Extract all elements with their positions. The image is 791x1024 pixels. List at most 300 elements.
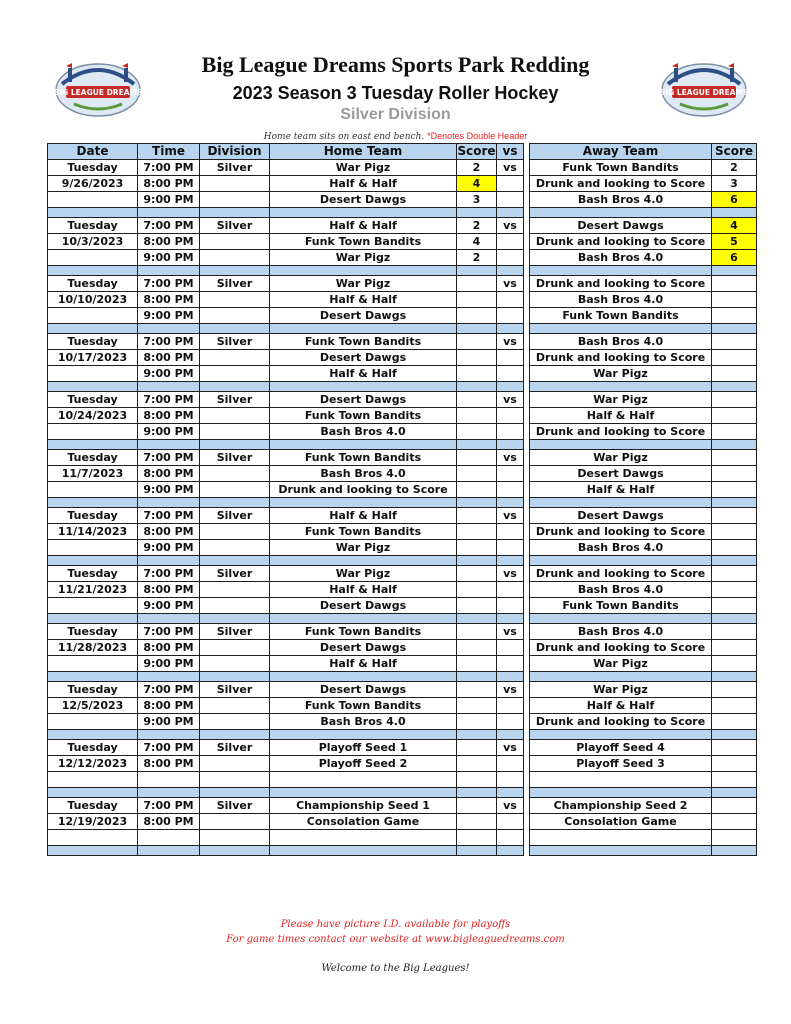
away-team: Championship Seed 2 <box>530 798 712 814</box>
game-date <box>48 192 138 208</box>
separator-cell <box>712 498 757 508</box>
home-team: Consolation Game <box>270 814 457 830</box>
table-row <box>48 508 757 524</box>
game-division <box>200 176 270 192</box>
away-team: Desert Dawgs <box>530 508 712 524</box>
away-score <box>712 524 757 540</box>
col-home-team: Home Team <box>270 144 457 160</box>
separator-cell <box>530 266 712 276</box>
away-team: Half & Half <box>530 698 712 714</box>
separator-cell <box>457 556 497 566</box>
week-separator <box>48 266 757 276</box>
home-team: Bash Bros 4.0 <box>270 714 457 730</box>
game-date: Tuesday <box>48 218 138 234</box>
away-score: 4 <box>712 218 757 234</box>
vs-label <box>497 250 524 266</box>
vs-label: vs <box>497 798 524 814</box>
separator-cell <box>270 498 457 508</box>
away-team: Drunk and looking to Score <box>530 566 712 582</box>
separator-cell <box>48 846 138 856</box>
table-row <box>48 524 757 540</box>
home-score <box>457 624 497 640</box>
home-score: 4 <box>457 234 497 250</box>
table-row <box>48 218 757 234</box>
game-time: 9:00 PM <box>138 192 200 208</box>
game-division <box>200 640 270 656</box>
game-division <box>200 234 270 250</box>
col-time: Time <box>138 144 200 160</box>
game-time: 7:00 PM <box>138 508 200 524</box>
separator-cell <box>48 672 138 682</box>
away-score <box>712 714 757 730</box>
game-time <box>138 772 200 788</box>
home-score <box>457 540 497 556</box>
away-team: Bash Bros 4.0 <box>530 334 712 350</box>
game-date: 12/5/2023 <box>48 698 138 714</box>
separator-cell <box>530 672 712 682</box>
separator-cell <box>530 498 712 508</box>
game-time: 8:00 PM <box>138 756 200 772</box>
vs-label <box>497 656 524 672</box>
vs-label <box>497 192 524 208</box>
game-date: Tuesday <box>48 450 138 466</box>
home-score <box>457 392 497 408</box>
game-division: Silver <box>200 740 270 756</box>
away-score <box>712 350 757 366</box>
away-score <box>712 366 757 382</box>
week-separator <box>48 730 757 740</box>
game-division <box>200 698 270 714</box>
home-score <box>457 582 497 598</box>
vs-label <box>497 366 524 382</box>
vs-label <box>497 756 524 772</box>
away-team: War Pigz <box>530 366 712 382</box>
separator-cell <box>457 614 497 624</box>
separator-cell <box>270 614 457 624</box>
away-score <box>712 566 757 582</box>
separator-cell <box>497 440 524 450</box>
home-team: Playoff Seed 2 <box>270 756 457 772</box>
game-division <box>200 524 270 540</box>
separator-cell <box>270 672 457 682</box>
table-row <box>48 424 757 440</box>
game-date: Tuesday <box>48 334 138 350</box>
away-score: 2 <box>712 160 757 176</box>
vs-label: vs <box>497 682 524 698</box>
vs-label: vs <box>497 624 524 640</box>
table-row <box>48 366 757 382</box>
week-separator <box>48 556 757 566</box>
separator-cell <box>530 382 712 392</box>
game-date: 11/7/2023 <box>48 466 138 482</box>
game-date <box>48 482 138 498</box>
game-date: Tuesday <box>48 624 138 640</box>
separator-cell <box>48 788 138 798</box>
home-team: Half & Half <box>270 582 457 598</box>
table-row <box>48 450 757 466</box>
home-team: Half & Half <box>270 176 457 192</box>
svg-text:BIG LEAGUE DREAMS: BIG LEAGUE DREAMS <box>660 88 748 97</box>
away-team: War Pigz <box>530 450 712 466</box>
schedule-body <box>48 160 757 856</box>
away-team: Playoff Seed 4 <box>530 740 712 756</box>
game-time: 7:00 PM <box>138 682 200 698</box>
away-team: Funk Town Bandits <box>530 308 712 324</box>
game-date: Tuesday <box>48 276 138 292</box>
separator-cell <box>497 730 524 740</box>
home-team: War Pigz <box>270 160 457 176</box>
vs-label <box>497 424 524 440</box>
home-score <box>457 292 497 308</box>
table-row <box>48 714 757 730</box>
game-date <box>48 714 138 730</box>
separator-cell <box>200 324 270 334</box>
separator-cell <box>457 266 497 276</box>
separator-cell <box>712 788 757 798</box>
away-score <box>712 540 757 556</box>
away-score <box>712 334 757 350</box>
separator-cell <box>497 266 524 276</box>
game-date: 11/21/2023 <box>48 582 138 598</box>
separator-cell <box>200 846 270 856</box>
vs-label <box>497 176 524 192</box>
col-home-score: Score <box>457 144 496 158</box>
away-team: Half & Half <box>530 482 712 498</box>
game-date <box>48 772 138 788</box>
game-date: 10/10/2023 <box>48 292 138 308</box>
home-score: 3 <box>457 192 497 208</box>
game-division <box>200 482 270 498</box>
separator-cell <box>712 614 757 624</box>
home-team: Half & Half <box>270 366 457 382</box>
home-score <box>457 350 497 366</box>
home-team: Funk Town Bandits <box>270 624 457 640</box>
vs-label: vs <box>497 334 524 350</box>
home-score <box>457 424 497 440</box>
separator-cell <box>530 556 712 566</box>
vs-label <box>497 540 524 556</box>
separator-cell <box>138 440 200 450</box>
separator-cell <box>457 498 497 508</box>
home-score <box>457 566 497 582</box>
home-team: Championship Seed 1 <box>270 798 457 814</box>
game-time: 7:00 PM <box>138 392 200 408</box>
table-row <box>48 234 757 250</box>
game-division: Silver <box>200 160 270 176</box>
away-score <box>712 308 757 324</box>
game-date: 9/26/2023 <box>48 176 138 192</box>
home-team: War Pigz <box>270 276 457 292</box>
vs-label <box>497 234 524 250</box>
game-time: 7:00 PM <box>138 624 200 640</box>
game-division <box>200 598 270 614</box>
col-vs: vs <box>497 144 524 160</box>
game-time: 7:00 PM <box>138 334 200 350</box>
away-team: Drunk and looking to Score <box>530 176 712 192</box>
away-score: 5 <box>712 234 757 250</box>
col-away-team: Away Team <box>530 144 712 160</box>
home-team <box>270 772 457 788</box>
game-division <box>200 582 270 598</box>
game-time: 7:00 PM <box>138 798 200 814</box>
separator-cell <box>530 730 712 740</box>
vs-label: vs <box>497 566 524 582</box>
home-team: Desert Dawgs <box>270 682 457 698</box>
home-score <box>457 714 497 730</box>
table-row <box>48 276 757 292</box>
away-team: Drunk and looking to Score <box>530 350 712 366</box>
home-team: Funk Town Bandits <box>270 334 457 350</box>
home-team: Desert Dawgs <box>270 598 457 614</box>
game-time: 8:00 PM <box>138 814 200 830</box>
game-time: 7:00 PM <box>138 450 200 466</box>
table-row <box>48 160 757 176</box>
game-time: 7:00 PM <box>138 276 200 292</box>
home-team: War Pigz <box>270 250 457 266</box>
separator-cell <box>530 846 712 856</box>
home-score <box>457 798 497 814</box>
separator-cell <box>48 730 138 740</box>
double-header-note: *Denotes Double Header <box>427 131 528 141</box>
separator-cell <box>200 556 270 566</box>
away-team: Bash Bros 4.0 <box>530 624 712 640</box>
home-team: Funk Town Bandits <box>270 698 457 714</box>
away-score <box>712 424 757 440</box>
home-team: War Pigz <box>270 540 457 556</box>
home-team: Playoff Seed 1 <box>270 740 457 756</box>
away-team: War Pigz <box>530 682 712 698</box>
week-separator <box>48 208 757 218</box>
vs-label: vs <box>497 160 524 176</box>
home-score <box>457 524 497 540</box>
vs-label <box>497 482 524 498</box>
game-division <box>200 308 270 324</box>
away-score <box>712 656 757 672</box>
game-date <box>48 424 138 440</box>
separator-cell <box>530 324 712 334</box>
separator-cell <box>138 324 200 334</box>
table-row <box>48 756 757 772</box>
separator-cell <box>712 324 757 334</box>
playoff-id-note: Please have picture I.D. available for playoffs <box>280 919 511 930</box>
away-score <box>712 830 757 846</box>
away-team: War Pigz <box>530 656 712 672</box>
away-score <box>712 640 757 656</box>
table-row <box>48 682 757 698</box>
separator-cell <box>457 208 497 218</box>
separator-cell <box>457 788 497 798</box>
week-separator <box>48 382 757 392</box>
game-time: 7:00 PM <box>138 218 200 234</box>
home-team: Desert Dawgs <box>270 192 457 208</box>
table-row <box>48 582 757 598</box>
away-team: Consolation Game <box>530 814 712 830</box>
game-time: 8:00 PM <box>138 640 200 656</box>
separator-cell <box>497 846 524 856</box>
game-date <box>48 656 138 672</box>
vs-label: vs <box>497 508 524 524</box>
home-score <box>457 740 497 756</box>
vs-label <box>497 598 524 614</box>
game-time: 8:00 PM <box>138 582 200 598</box>
separator-cell <box>138 614 200 624</box>
home-score <box>457 408 497 424</box>
vs-label: vs <box>497 218 524 234</box>
separator-cell <box>48 382 138 392</box>
separator-cell <box>200 498 270 508</box>
game-division: Silver <box>200 798 270 814</box>
home-score <box>457 682 497 698</box>
table-row <box>48 392 757 408</box>
table-row <box>48 540 757 556</box>
home-team: Desert Dawgs <box>270 640 457 656</box>
home-team: Bash Bros 4.0 <box>270 424 457 440</box>
separator-cell <box>270 440 457 450</box>
game-division <box>200 192 270 208</box>
separator-cell <box>270 382 457 392</box>
separator-cell <box>138 556 200 566</box>
game-division <box>200 756 270 772</box>
separator-cell <box>530 614 712 624</box>
home-team: Half & Half <box>270 508 457 524</box>
separator-cell <box>48 498 138 508</box>
separator-cell <box>200 208 270 218</box>
away-team: Bash Bros 4.0 <box>530 540 712 556</box>
game-date <box>48 250 138 266</box>
game-division <box>200 814 270 830</box>
away-team: Bash Bros 4.0 <box>530 250 712 266</box>
home-score: 2 <box>457 218 497 234</box>
vs-label: vs <box>497 276 524 292</box>
separator-cell <box>530 440 712 450</box>
home-team <box>270 830 457 846</box>
separator-cell <box>712 556 757 566</box>
away-score <box>712 624 757 640</box>
game-time: 9:00 PM <box>138 250 200 266</box>
game-time: 9:00 PM <box>138 540 200 556</box>
game-division <box>200 408 270 424</box>
week-separator <box>48 614 757 624</box>
home-team: Drunk and looking to Score <box>270 482 457 498</box>
separator-cell <box>200 440 270 450</box>
game-date <box>48 830 138 846</box>
game-time: 7:00 PM <box>138 566 200 582</box>
vs-label <box>497 308 524 324</box>
game-division <box>200 830 270 846</box>
separator-cell <box>270 788 457 798</box>
game-date <box>48 308 138 324</box>
svg-text:BIG LEAGUE DREAMS: BIG LEAGUE DREAMS <box>54 88 142 97</box>
home-score: 4 <box>457 176 497 192</box>
game-division: Silver <box>200 334 270 350</box>
vs-label <box>497 350 524 366</box>
table-row <box>48 292 757 308</box>
game-date <box>48 598 138 614</box>
away-score <box>712 756 757 772</box>
away-score: 6 <box>712 250 757 266</box>
home-score <box>457 772 497 788</box>
away-score <box>712 466 757 482</box>
separator-cell <box>138 788 200 798</box>
game-division <box>200 350 270 366</box>
table-row <box>48 640 757 656</box>
game-time: 9:00 PM <box>138 308 200 324</box>
separator-cell <box>712 846 757 856</box>
vs-label: vs <box>497 740 524 756</box>
home-score <box>457 450 497 466</box>
week-separator <box>48 324 757 334</box>
separator-cell <box>200 730 270 740</box>
table-row <box>48 740 757 756</box>
game-time: 8:00 PM <box>138 408 200 424</box>
separator-cell <box>48 266 138 276</box>
home-score: 2 <box>457 250 497 266</box>
table-row <box>48 466 757 482</box>
away-team: Half & Half <box>530 408 712 424</box>
away-score <box>712 682 757 698</box>
separator-cell <box>530 208 712 218</box>
game-date: Tuesday <box>48 740 138 756</box>
game-time <box>138 830 200 846</box>
away-team: Bash Bros 4.0 <box>530 192 712 208</box>
col-away-score: Score <box>712 144 757 160</box>
table-row <box>48 308 757 324</box>
away-score: 6 <box>712 192 757 208</box>
away-score <box>712 292 757 308</box>
week-separator <box>48 672 757 682</box>
game-time: 8:00 PM <box>138 350 200 366</box>
game-date: Tuesday <box>48 160 138 176</box>
home-team: Half & Half <box>270 218 457 234</box>
table-row <box>48 698 757 714</box>
home-score <box>457 366 497 382</box>
table-row <box>48 408 757 424</box>
away-team <box>530 830 712 846</box>
away-team: Desert Dawgs <box>530 218 712 234</box>
home-team: Half & Half <box>270 656 457 672</box>
game-date <box>48 540 138 556</box>
separator-cell <box>497 382 524 392</box>
welcome-note: Welcome to the Big Leagues! <box>321 963 470 974</box>
game-time: 9:00 PM <box>138 424 200 440</box>
vs-label <box>497 524 524 540</box>
separator-cell <box>138 730 200 740</box>
game-division: Silver <box>200 218 270 234</box>
separator-cell <box>497 208 524 218</box>
separator-cell <box>138 672 200 682</box>
game-division: Silver <box>200 682 270 698</box>
separator-cell <box>48 208 138 218</box>
game-time: 9:00 PM <box>138 598 200 614</box>
game-division: Silver <box>200 566 270 582</box>
game-time: 7:00 PM <box>138 740 200 756</box>
away-score <box>712 772 757 788</box>
col-division: Division <box>200 144 270 160</box>
home-score <box>457 482 497 498</box>
game-date: 10/17/2023 <box>48 350 138 366</box>
game-division: Silver <box>200 392 270 408</box>
separator-cell <box>712 382 757 392</box>
table-row <box>48 176 757 192</box>
game-division <box>200 466 270 482</box>
separator-cell <box>457 382 497 392</box>
away-team: Drunk and looking to Score <box>530 234 712 250</box>
table-row <box>48 334 757 350</box>
separator-cell <box>457 672 497 682</box>
home-team: Funk Town Bandits <box>270 450 457 466</box>
separator-cell <box>200 266 270 276</box>
home-team: War Pigz <box>270 566 457 582</box>
